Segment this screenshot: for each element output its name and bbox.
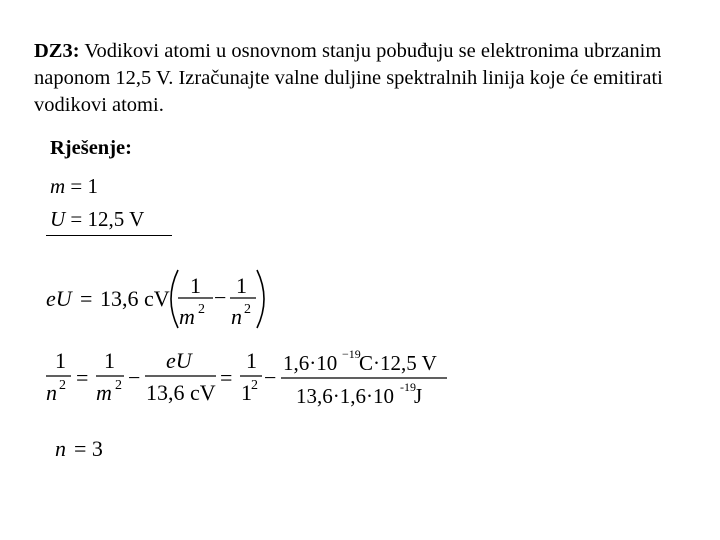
eq2-lhs-exp: 2 bbox=[59, 378, 66, 393]
eq1-frac2-exp: 2 bbox=[244, 302, 251, 317]
eq2-equals-1: = bbox=[76, 365, 89, 390]
result bbox=[55, 436, 103, 461]
eq2-f4-num-b: C·12,5 V bbox=[359, 351, 437, 375]
eq1-left-paren bbox=[171, 270, 178, 328]
eq2-f2-den: 13,6 cV bbox=[146, 380, 216, 405]
eq2-f4-den-exp: -19 bbox=[400, 380, 416, 394]
problem-label: DZ3: bbox=[34, 40, 80, 62]
eq2-f4-den-b: J bbox=[414, 384, 423, 408]
eq2-minus-1: − bbox=[128, 365, 141, 390]
given-U-symbol: U bbox=[50, 207, 66, 231]
eq2-f3-den: 1 bbox=[241, 380, 252, 405]
eq2-equals-2: = bbox=[220, 365, 233, 390]
eq2-f1-num: 1 bbox=[104, 348, 115, 373]
eq1-coefficient: 13,6 cV bbox=[100, 286, 170, 311]
given-m-symbol: m bbox=[50, 174, 66, 198]
eq2-f1-exp: 2 bbox=[115, 378, 122, 393]
eq2-lhs-den: n bbox=[46, 380, 57, 405]
eq2-f2-num: eU bbox=[166, 348, 192, 373]
eq2-f1-den: m bbox=[96, 380, 112, 405]
eq1-right-paren bbox=[257, 270, 264, 328]
eq1-frac2-num: 1 bbox=[236, 273, 247, 298]
result-symbol: n bbox=[55, 436, 66, 461]
eq2-f3-exp: 2 bbox=[251, 378, 258, 393]
equation-2 bbox=[46, 347, 447, 408]
eq2-f4-num-exp: −19 bbox=[342, 347, 361, 361]
eq1-frac1-den: m bbox=[179, 304, 195, 329]
equation-1 bbox=[46, 270, 264, 329]
eq2-f4-den-a: 13,6·1,6·10 bbox=[296, 384, 394, 408]
eq1-frac2-den: n bbox=[231, 304, 242, 329]
eq1-frac1-num: 1 bbox=[190, 273, 201, 298]
solution-heading: Rješenje: bbox=[50, 137, 132, 159]
eq1-minus: − bbox=[214, 285, 227, 310]
given-U-value: = 12,5 V bbox=[70, 207, 145, 231]
problem-text: Vodikovi atomi u osnovnom stanju pobuđuju se elektronima ubrzanim naponom 12,5 V. Izračunajte valne duljine spektralnih linija koje će emitirati vodikovi atomi. bbox=[34, 40, 663, 116]
eq2-minus-2: − bbox=[264, 365, 277, 390]
eq2-lhs-num: 1 bbox=[55, 348, 66, 373]
eq1-equals: = bbox=[80, 286, 93, 311]
given-m-value: = 1 bbox=[70, 174, 99, 198]
eq1-frac1-exp: 2 bbox=[198, 302, 205, 317]
eq2-f3-num: 1 bbox=[246, 348, 257, 373]
eq2-f4-num-a: 1,6·10 bbox=[283, 351, 338, 375]
eq1-lhs: eU bbox=[46, 286, 72, 311]
result-value: = 3 bbox=[74, 436, 103, 461]
